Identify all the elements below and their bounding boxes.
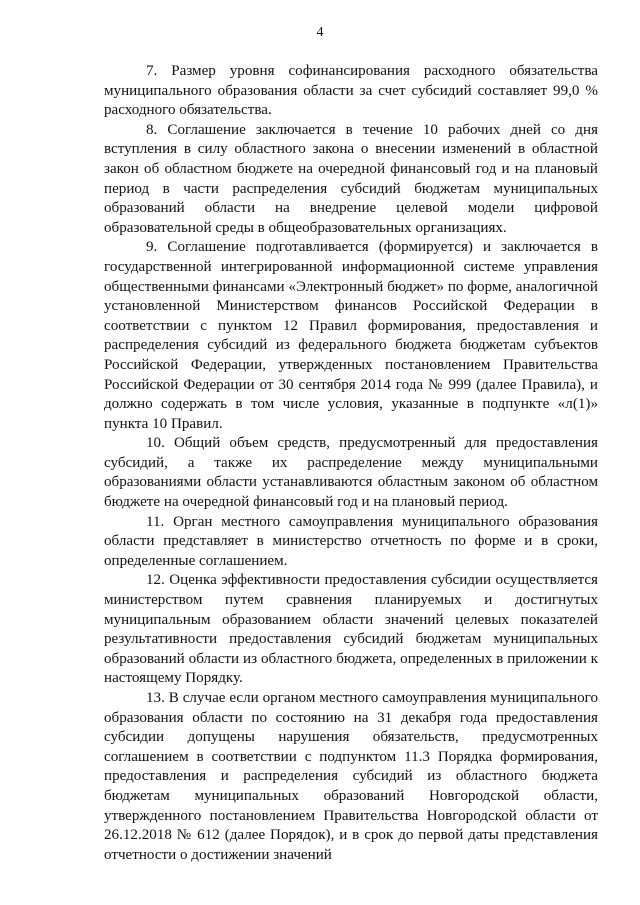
paragraph-13: 13. В случае если органом местного самоуправления муниципального образования области по состоянию на 31 декабря года предоставления субсидии допущены нарушения обязательств, предусмотренных соглашением в соответствии с подпунктом 11.3 Порядка формирования, предоставления и распределения субсидий из областного бюджета бюджетам муниципальных образований Новгородской области, утвержденного постановлением Правительства Новгородской области от 26.12.2018 № 612 (далее Порядок), и в срок до первой даты представления отчетности о достижении значений [104, 690, 598, 863]
paragraph-8: 8. Соглашение заключается в течение 10 рабочих дней со дня вступления в силу областного закона о внесении изменений в областной закон об областном бюджете на очередной финансовый год и на плановый период в части распределения субсидий бюджетам муниципальных образований области на внедрение целевой модели цифровой образовательной среды в общеобразовательных организациях. [104, 121, 598, 236]
paragraph-11: 11. Орган местного самоуправления муниципального образования области представляет в министерство отчетность по форме и в сроки, определенные соглашением. [104, 513, 598, 569]
paragraph-9: 9. Соглашение подготавливается (формируется) и заключается в государственной интегрированной информационной системе управления общественными финансами «Электронный бюджет» по форме, аналогичной установленной Министерством финансов Российской Федерации в соответствии с пунктом 12 Правил формирования, предоставления и распределения субсидий из федерального бюджета бюджетам субъектов Российской Федерации, утвержденных постановлением Правительства Российской Федерации от 30 сентября 2014 года № 999 (далее Правила), и должно содержать в том числе условия, указанные в подпункте «л(1)» пункта 10 Правил. [104, 239, 598, 432]
page-number: 4 [316, 25, 324, 40]
paragraph-7: 7. Размер уровня софинансирования расходного обязательства муниципального образования области за счет субсидий составляет 99,0 % расходного обязательства. [104, 63, 598, 119]
paragraph-10: 10. Общий объем средств, предусмотренный для предоставления субсидий, а также их распределение между муниципальными образованиями области устанавливаются областным законом об областном бюджете на очередной финансовый год и на плановый период. [104, 435, 598, 511]
document-body [104, 62, 598, 865]
paragraph-12: 12. Оценка эффективности предоставления субсидии осуществляется министерством путем сравнения планируемых и достигнутых муниципальным образованием области значений целевых показателей результативности предоставления субсидий бюджетам муниципальных образований области из областного бюджета, определенных в приложении к настоящему Порядку. [104, 572, 598, 687]
